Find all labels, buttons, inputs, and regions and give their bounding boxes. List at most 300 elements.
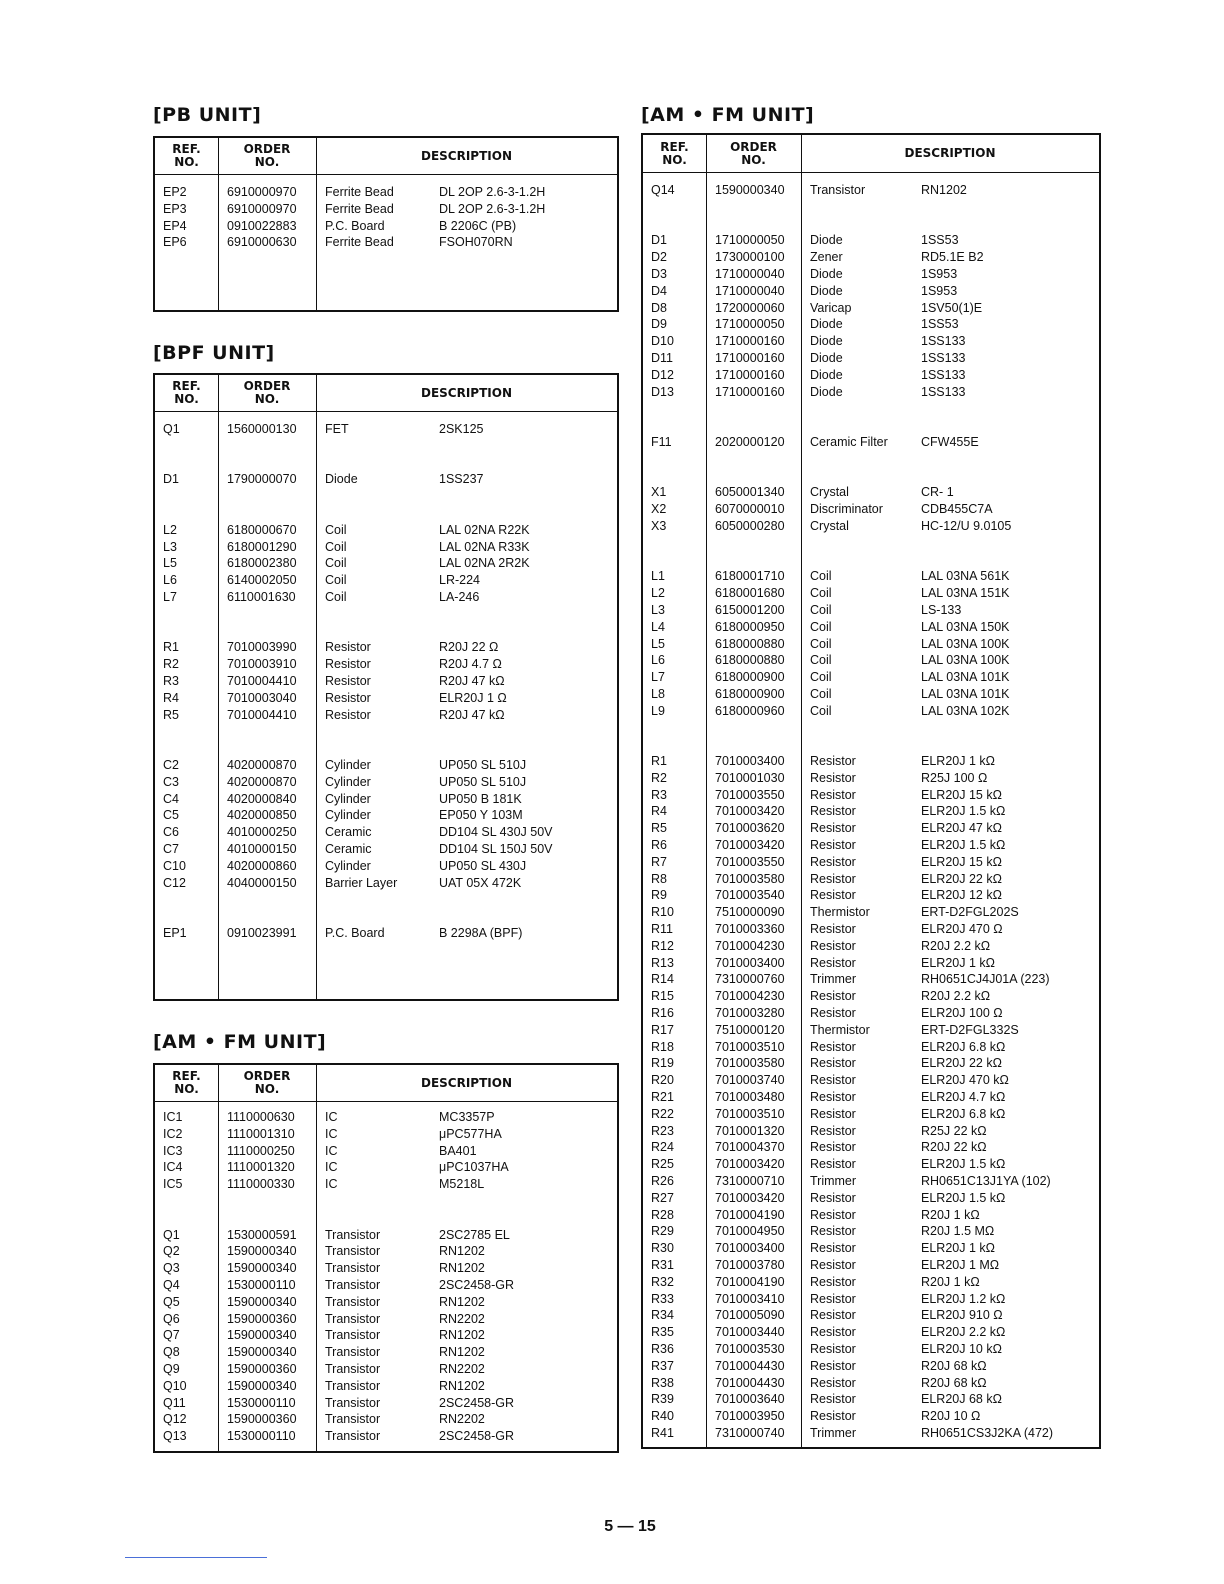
table-row [643,787,1099,804]
table-spacer [643,199,1099,216]
ref-no-cell: EP4 [163,218,187,233]
part-spec-cell: UP050 SL 430J [439,858,527,873]
ref-no-cell: R39 [651,1392,674,1407]
ref-no-cell: C2 [163,757,179,772]
table-row [155,841,617,858]
table-row [643,636,1099,653]
part-spec-cell: ELR20J 1.2 kΩ [921,1291,1006,1306]
part-type-cell: Ferrite Bead [325,201,394,216]
part-spec-cell: CR- 1 [921,485,954,500]
part-spec-cell: R20J 22 Ω [439,640,499,655]
ref-no-cell: L6 [651,653,665,668]
part-type-cell: Transistor [325,1294,381,1309]
ref-no-cell: IC4 [163,1160,183,1175]
ref-no-cell: R27 [651,1190,674,1205]
part-type-cell: Resistor [810,770,856,785]
order-no-cell: 1730000100 [715,250,785,265]
part-type-cell: Resistor [810,1140,856,1155]
table-row [643,1425,1099,1442]
table-row [155,639,617,656]
ref-no-cell: C10 [163,858,186,873]
part-spec-cell: 1SS53 [921,233,959,248]
part-type-cell: Resistor [810,922,856,937]
part-spec-cell: ELR20J 10 kΩ [921,1341,1002,1356]
order-no-cell: 7010003950 [715,1409,785,1424]
order-no-cell: 7010003510 [715,1106,785,1121]
order-no-cell: 0910023991 [227,925,297,940]
part-type-cell: Zener [810,250,843,265]
part-type-cell: Varicap [810,300,852,315]
part-type-cell: IC [325,1110,338,1124]
order-no-cell: 6050000280 [715,518,785,533]
table-row [643,955,1099,972]
table-row [643,669,1099,686]
part-type-cell: Transistor [325,1378,381,1393]
table-row [155,1243,617,1260]
part-type-cell: Diode [325,472,358,487]
part-type-cell: Diode [810,367,843,382]
part-spec-cell: ELR20J 15 kΩ [921,854,1002,869]
table-row [643,652,1099,669]
part-spec-cell: 1SS133 [921,334,966,349]
part-type-cell: Resistor [325,640,371,655]
part-spec-cell: HC-12/U 9.0105 [921,518,1012,533]
table-row [155,757,617,774]
description-header: DESCRIPTION [420,148,512,163]
part-type-cell: Cylinder [325,858,371,873]
part-spec-cell: ELR20J 68 kΩ [921,1392,1002,1407]
part-type-cell: Cylinder [325,808,371,823]
part-spec-cell: RH0651C13J1YA (102) [921,1174,1051,1189]
ref-no-cell: R41 [651,1425,674,1440]
part-type-cell: Resistor [810,1274,856,1289]
ref-no-cell: L3 [163,539,177,554]
ref-no-cell: R38 [651,1375,674,1390]
table-spacer [155,455,617,472]
part-spec-cell: R20J 47 kΩ [439,673,505,688]
table-row [155,774,617,791]
order-no-cell: 1590000360 [227,1412,297,1427]
order-no-cell: 6910000970 [227,201,297,216]
part-type-cell: IC [325,1143,338,1158]
table-row [643,921,1099,938]
order-no-cell: 1590000340 [227,1345,297,1360]
ref-no-cell: L8 [651,686,665,701]
order-no-cell: 1590000340 [227,1378,297,1393]
table-row [155,572,617,589]
order-no-cell: 1710000160 [715,367,785,382]
part-spec-cell: ELR20J 47 kΩ [921,821,1002,836]
part-spec-cell: ELR20J 1 kΩ [921,1241,995,1256]
order-no-cell: 6180000960 [715,703,785,718]
table-spacer [155,891,617,908]
table-row [643,1123,1099,1140]
part-spec-cell: ERT-D2FGL202S [921,905,1019,920]
order-no-cell: 7010004430 [715,1358,785,1373]
ref-no-cell: R3 [163,673,179,688]
table-row [155,421,617,438]
table-row [643,703,1099,720]
part-type-cell: Crystal [810,518,849,533]
ref-no-cell: C12 [163,875,186,890]
ref-no-cell: Q14 [651,183,675,197]
part-spec-cell: LAL 03NA 100K [921,636,1010,651]
order-no-cell: 1110000630 [227,1110,295,1124]
ref-no-cell: EP2 [163,185,187,199]
order-no-cell: 6180001290 [227,539,297,554]
table-row [643,1005,1099,1022]
order-no-cell: 7010003640 [715,1392,785,1407]
part-spec-cell: UAT 05X 472K [439,875,522,890]
ref-no-cell: Q3 [163,1261,180,1276]
part-spec-cell: R20J 68 kΩ [921,1358,987,1373]
part-spec-cell: R20J 10 Ω [921,1409,981,1424]
ref-no-cell: IC2 [163,1126,183,1141]
part-spec-cell: ELR20J 470 kΩ [921,1073,1009,1088]
part-type-cell: Coil [810,636,832,651]
part-type-cell: Resistor [810,838,856,853]
ref-no-cell: R35 [651,1325,674,1340]
ref-no-cell: EP6 [163,235,187,250]
table-row [643,753,1099,770]
part-type-cell: Resistor [810,1123,856,1138]
order-no-cell: 1710000160 [715,334,785,349]
part-spec-cell: LAL 03NA 101K [921,686,1010,701]
table-row [643,1106,1099,1123]
order-no-cell: 4010000150 [227,841,297,856]
part-spec-cell: LAL 02NA R33K [439,539,530,554]
part-type-cell: Transistor [325,1429,381,1444]
ref-no-cell: R5 [651,821,667,836]
description-header: DESCRIPTION [420,385,512,400]
ref-no-cell: R25 [651,1157,674,1172]
part-spec-cell: R20J 4.7 Ω [439,657,502,672]
part-type-cell: Thermistor [810,1022,870,1037]
part-type-cell: Resistor [325,657,371,672]
part-spec-cell: R20J 68 kΩ [921,1375,987,1390]
part-type-cell: Resistor [810,1241,856,1256]
ref-no-cell: R2 [651,770,667,785]
part-type-cell: Coil [810,569,832,584]
table-spacer [155,438,617,455]
table-row [643,770,1099,787]
order-no-header: ORDER NO. [243,142,291,169]
part-spec-cell: R20J 2.2 kΩ [921,989,991,1004]
part-type-cell: Diode [810,283,843,298]
part-type-cell: IC [325,1177,338,1192]
table-spacer [643,736,1099,753]
ref-no-cell: R11 [651,922,674,937]
part-type-cell: Coil [325,556,347,571]
order-no-cell: 7010004410 [227,673,297,688]
part-type-cell: Resistor [810,1207,856,1222]
ref-no-cell: Q1 [163,1227,180,1242]
order-no-cell: 7010003740 [715,1073,785,1088]
table-row [643,384,1099,401]
order-no-cell: 7010003400 [715,1241,785,1256]
order-no-cell: 7010003540 [715,888,785,903]
ref-no-cell: Q11 [163,1395,186,1410]
part-spec-cell: 2SC2458-GR [439,1395,515,1410]
part-spec-cell: ELR20J 6.8 kΩ [921,1039,1006,1054]
ref-no-cell: D2 [651,250,667,265]
table-row [155,707,617,724]
part-type-cell: Resistor [810,1224,856,1239]
table-row [155,1143,617,1160]
table-row [643,971,1099,988]
ref-no-cell: L9 [651,703,665,718]
part-type-cell: Resistor [810,1090,856,1105]
part-type-cell: Transistor [325,1328,381,1343]
table-row [643,1156,1099,1173]
order-no-cell: 1710000040 [715,266,785,281]
part-spec-cell: RN2202 [439,1412,485,1427]
part-spec-cell: R25J 22 kΩ [921,1123,987,1138]
order-no-cell: 7010003530 [715,1341,785,1356]
part-type-cell: Cylinder [325,791,371,806]
part-spec-cell: LAL 03NA 101K [921,670,1010,685]
ref-no-cell: R30 [651,1241,674,1256]
table-row [643,182,1099,199]
part-type-cell: Coil [810,619,832,634]
table-row [643,568,1099,585]
order-no-cell: 1590000340 [227,1244,297,1259]
part-type-cell: Resistor [810,1291,856,1306]
table-row [155,656,617,673]
table-row [643,484,1099,501]
order-no-cell: 7010003410 [715,1291,785,1306]
part-type-cell: Resistor [810,754,856,769]
order-no-cell: 7010003480 [715,1090,785,1105]
table-row [643,619,1099,636]
part-spec-cell: ELR20J 1.5 kΩ [921,1157,1006,1172]
table-row [155,690,617,707]
ref-no-cell: R32 [651,1274,674,1289]
order-no-cell: 7510000120 [715,1022,785,1037]
table-row [155,218,617,235]
part-spec-cell: ELR20J 1.5 kΩ [921,1190,1006,1205]
part-type-cell: Resistor [325,673,371,688]
part-type-cell: Coil [810,670,832,685]
ref-no-cell: R23 [651,1123,674,1138]
table-row [155,925,617,942]
ref-no-cell: R13 [651,955,674,970]
ref-no-cell: R17 [651,1022,674,1037]
part-spec-cell: 1SS133 [921,384,966,399]
ref-no-cell: Q12 [163,1412,187,1427]
ref-no-cell: Q1 [163,422,180,436]
part-spec-cell: RH0651CS3J2KA (472) [921,1425,1054,1440]
amfm-parts-table-right [641,133,1101,1449]
order-no-cell: 1590000360 [227,1361,297,1376]
ref-no-cell: L2 [651,586,665,601]
ref-no-cell: F11 [651,434,672,449]
ref-no-cell: R12 [651,938,674,953]
ref-no-cell: R1 [651,754,667,769]
ref-no-cell: D10 [651,334,674,349]
table-row [643,803,1099,820]
part-spec-cell: LAL 03NA 100K [921,653,1010,668]
table-spacer [155,488,617,505]
table-row [643,1072,1099,1089]
part-type-cell: Resistor [810,1073,856,1088]
table-row [155,824,617,841]
ref-no-cell: R37 [651,1358,674,1373]
part-type-cell: Transistor [325,1395,381,1410]
ref-no-header: REF. NO. [660,139,689,167]
order-no-cell: 7010003400 [715,754,785,769]
part-type-cell: Resistor [810,1039,856,1054]
table-spacer [155,1210,617,1227]
order-no-cell: 1530000110 [227,1395,296,1410]
part-type-cell: Resistor [810,854,856,869]
part-type-cell: Resistor [810,1006,856,1021]
order-no-cell: 7010003440 [715,1325,785,1340]
part-type-cell: Resistor [325,707,371,722]
table-row [643,367,1099,384]
table-spacer [155,505,617,522]
order-no-cell: 1530000110 [227,1429,296,1444]
ref-no-cell: R6 [651,838,667,853]
part-type-cell: Resistor [810,1157,856,1172]
part-spec-cell: BA401 [439,1143,477,1158]
order-no-cell: 7010004190 [715,1274,785,1289]
part-spec-cell: LAL 03NA 151K [921,586,1010,601]
ref-no-cell: EP3 [163,201,187,216]
ref-no-cell: R21 [651,1090,674,1105]
pb-unit-title: [PB UNIT] [153,104,262,126]
order-no-cell: 7010003040 [227,690,297,705]
part-type-cell: Coil [325,573,347,588]
ref-no-cell: L6 [163,573,177,588]
table-row [155,1109,617,1126]
ref-no-cell: X3 [651,518,667,533]
part-spec-cell: LAL 02NA R22K [439,522,530,537]
order-no-cell: 6110001630 [227,589,296,604]
table-row [155,1260,617,1277]
table-row [643,1274,1099,1291]
order-no-cell: 7510000090 [715,905,785,920]
table-row [155,184,617,201]
table-row [155,1294,617,1311]
ref-no-cell: R19 [651,1056,674,1071]
order-no-cell: 6180001710 [715,569,785,584]
table-row [155,1411,617,1428]
part-type-cell: Transistor [325,1361,381,1376]
table-spacer [155,1193,617,1210]
part-spec-cell: CDB455C7A [921,502,993,517]
part-spec-cell: ELR20J 1 kΩ [921,955,995,970]
part-spec-cell: RN1202 [439,1244,485,1259]
part-type-cell: Resistor [810,821,856,836]
ref-no-cell: X2 [651,502,667,517]
part-spec-cell: UP050 SL 510J [439,774,527,789]
part-spec-cell: RN1202 [439,1328,485,1343]
order-no-cell: 6070000010 [715,502,785,517]
part-type-cell: Transistor [325,1227,381,1242]
order-no-header: ORDER NO. [243,1069,291,1096]
ref-no-cell: C6 [163,825,179,840]
part-type-cell: Diode [810,317,843,332]
part-spec-cell: 1S953 [921,283,958,298]
part-spec-cell: ELR20J 100 Ω [921,1006,1003,1021]
part-type-cell: Discriminator [810,502,883,517]
part-spec-cell: μPC1037HA [439,1160,509,1175]
ref-no-cell: Q2 [163,1244,180,1259]
part-spec-cell: LAL 03NA 102K [921,703,1010,718]
part-type-cell: Barrier Layer [325,875,398,890]
part-type-cell: Ceramic Filter [810,434,888,449]
table-row [643,1307,1099,1324]
part-spec-cell: ELR20J 470 Ω [921,922,1003,937]
ref-no-cell: D8 [651,300,667,315]
table-row [643,1391,1099,1408]
table-row [643,988,1099,1005]
part-spec-cell: UP050 SL 510J [439,757,527,772]
part-type-cell: Resistor [325,690,371,705]
description-header: DESCRIPTION [904,146,996,160]
part-spec-cell: DL 2OP 2.6-3-1.2H [439,201,546,216]
ref-no-cell: D3 [651,266,667,281]
order-no-cell: 1530000110 [227,1277,296,1292]
ref-no-cell: IC3 [163,1143,183,1158]
ref-no-cell: L5 [163,556,177,571]
part-type-cell: P.C. Board [325,218,385,233]
part-type-cell: Resistor [810,989,856,1004]
ref-no-cell: D12 [651,367,674,382]
part-spec-cell: ELR20J 1 MΩ [921,1258,1000,1272]
table-row [643,1324,1099,1341]
table-row [643,501,1099,518]
table-spacer [643,720,1099,737]
ref-no-cell: L7 [163,589,177,604]
ref-no-cell: EP1 [163,925,187,940]
part-spec-cell: 2SC2458-GR [439,1429,515,1444]
part-spec-cell: R20J 1 kΩ [921,1207,980,1222]
table-row [643,1055,1099,1072]
order-no-cell: 1110000330 [227,1177,295,1192]
table-row [155,1344,617,1361]
part-spec-cell: M5218L [439,1177,485,1192]
order-no-cell: 7010003580 [715,871,785,886]
pb-parts-table [153,136,619,312]
part-type-cell: Diode [810,233,843,248]
part-type-cell: Resistor [810,888,856,903]
bpf-parts-table [153,373,619,1001]
table-row [155,1126,617,1143]
order-no-cell: 1110001320 [227,1160,295,1175]
part-spec-cell: DD104 SL 430J 50V [439,825,553,840]
ref-no-cell: L7 [651,670,665,685]
ref-no-cell: Q4 [163,1277,180,1292]
table-spacer [155,606,617,623]
part-type-cell: IC [325,1126,338,1141]
part-type-cell: Coil [325,589,347,604]
order-no-cell: 7010004370 [715,1140,785,1155]
table-row [155,875,617,892]
table-row [643,1173,1099,1190]
table-row [643,820,1099,837]
part-spec-cell: 1SS53 [921,317,959,332]
part-spec-cell: FSOH070RN [439,235,513,250]
part-type-cell: Transistor [325,1345,381,1360]
order-no-cell: 7010003420 [715,838,785,853]
order-no-cell: 7010004190 [715,1207,785,1222]
part-type-cell: IC [325,1160,338,1175]
table-spacer [155,723,617,740]
order-no-cell: 7010003400 [715,955,785,970]
part-type-cell: Resistor [810,1341,856,1356]
